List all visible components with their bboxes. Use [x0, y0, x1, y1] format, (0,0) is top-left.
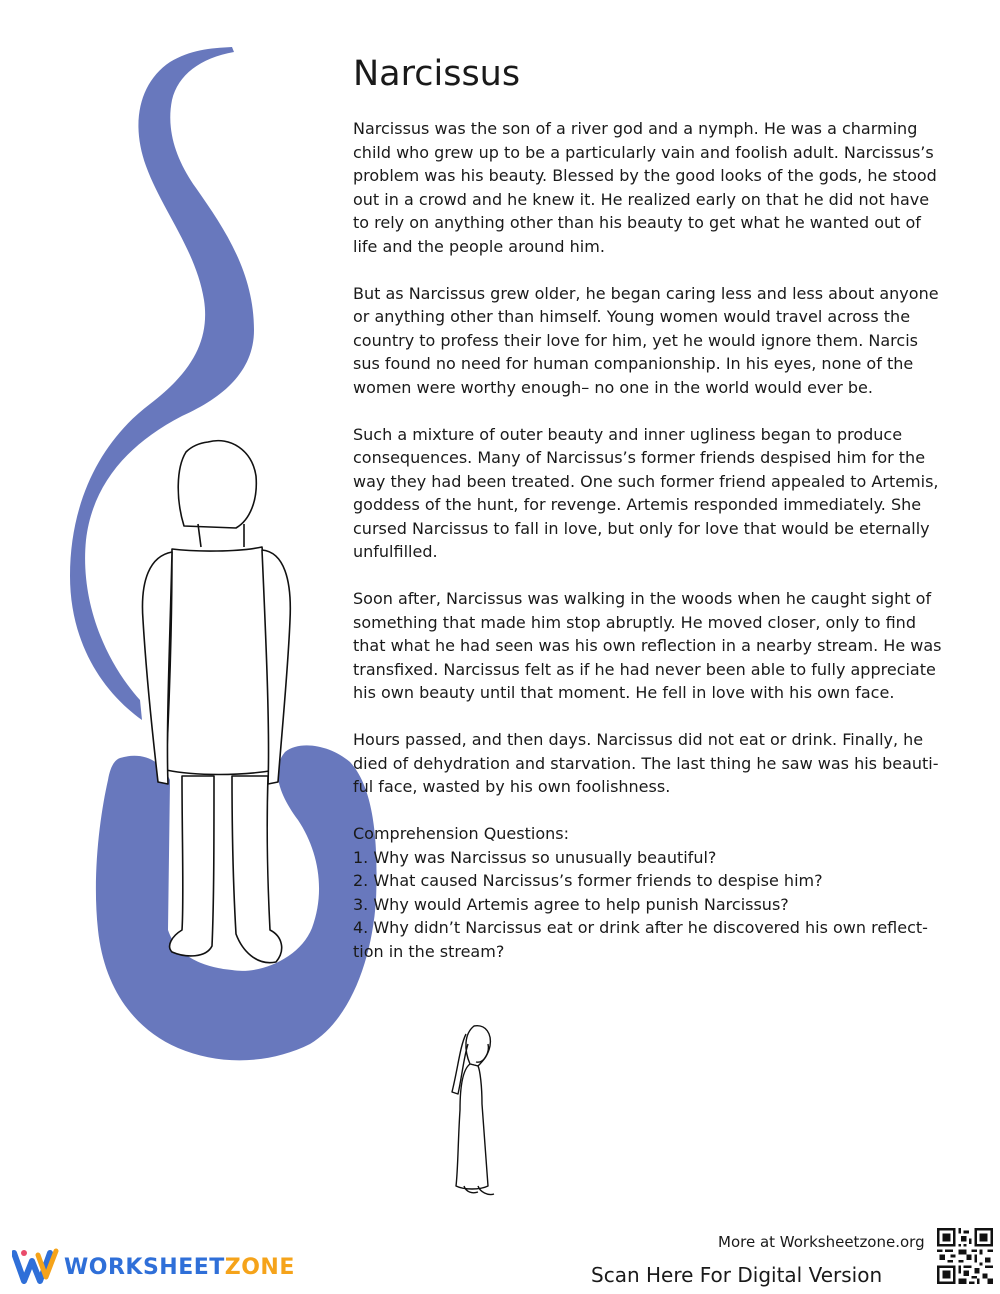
- paragraph: Hours passed, and then days. Narcissus did not eat or drink. Finally, he died of dehydration and starvation. The last thing he saw was his beauti- ful face, wasted by his own foolishness.: [353, 730, 939, 796]
- logo-text-worksheet: WORKSHEET: [64, 1254, 225, 1280]
- questions-heading: Comprehension Questions:: [353, 824, 569, 843]
- logo-text: [64, 1255, 295, 1280]
- paragraph: Soon after, Narcissus was walking in the woods when he caught sight of something that made him stop abruptly. He moved closer, only to find that what he had seen was his own reflection in a nearby stream. He was transfixed. Narcissus felt as if he had never been able to fully appreciate his own beauty until that moment. He fell in love with his own face.: [353, 589, 942, 702]
- paragraph: But as Narcissus grew older, he began caring less and less about anyone or anything other than himself. Young women would travel across the country to profess their love for him, yet he would ignore them. Narcis sus found no need for human companionship. In his eyes, none of the women were worthy enough– no one in the world would ever be.: [353, 283, 939, 397]
- story-text: [353, 117, 953, 963]
- paragraph: Such a mixture of outer beauty and inner ugliness began to produce consequences. Many of Narcissus’s former friends despised him for the way they had been treated. One such former friend appealed to Artemis, goddess of the hunt, for revenge. Artemis responded immediately. She cursed Narcissus to fall in love, but only for love that would be eternally unfulfilled.: [353, 424, 939, 561]
- paragraph: Narcissus was the son of a river god and a nymph. He was a charming child who grew up to be a particularly vain and foolish adult. Narcissus’s problem was his beauty. Blessed by the good looks of the gods, he stood out in a crowd and he knew it. He realized early on that he did not have to rely on anything other than his beauty to get what he wanted out of life and the people around him.: [353, 119, 937, 256]
- page-title: Narcissus: [353, 54, 521, 94]
- worksheetzone-logo[interactable]: [12, 1245, 295, 1289]
- woman-figure: [452, 1026, 494, 1195]
- comprehension-questions: [353, 822, 953, 963]
- logo-text-zone: ZONE: [224, 1254, 295, 1280]
- logo-w-icon: [12, 1247, 60, 1287]
- more-worksheets-link[interactable]: More at Worksheetzone.org: [718, 1233, 925, 1251]
- qr-code-icon[interactable]: [937, 1228, 993, 1284]
- question-item: 1. Why was Narcissus so unusually beautiful?: [353, 847, 717, 867]
- scan-caption: Scan Here For Digital Version: [591, 1263, 883, 1287]
- question-item: 2. What caused Narcissus’s former friends to despise him?: [353, 871, 823, 890]
- question-item: 4. Why didn’t Narcissus eat or drink after he discovered his own reflect- tion in the stream?: [353, 918, 928, 961]
- question-item: 3. Why would Artemis agree to help punish Narcissus?: [353, 894, 789, 914]
